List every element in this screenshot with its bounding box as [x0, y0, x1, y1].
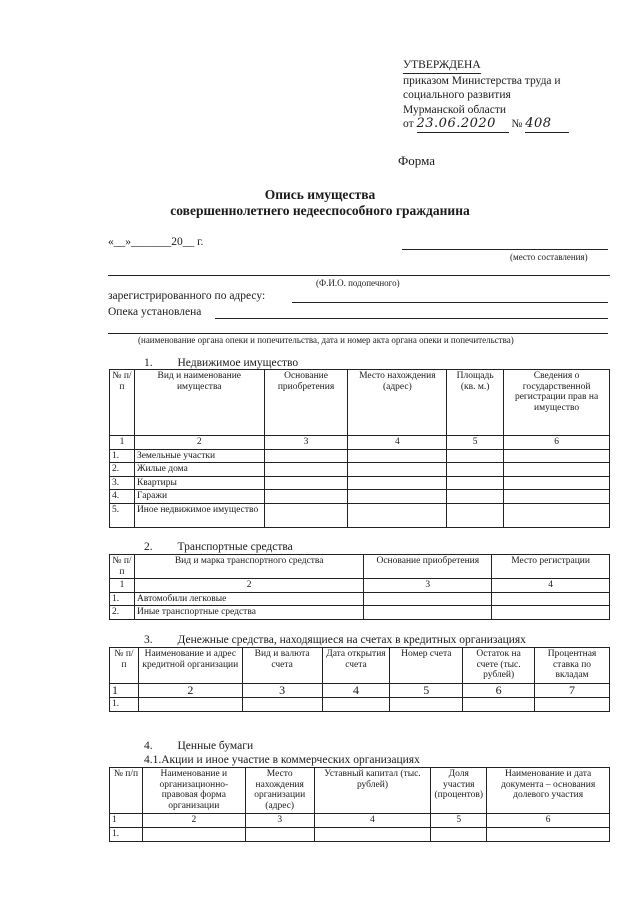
guardianship-caption: (наименование органа опеки и попечительства, дата и номер акта органа опеки и попечительства): [138, 335, 514, 345]
col-header: Вид и наименование имущества: [134, 370, 264, 436]
form-label: Форма: [398, 153, 435, 168]
col-header: Место нахождения организации (адрес): [245, 768, 314, 814]
table-header-row: [110, 370, 610, 436]
table-row: 4. Гаражи: [110, 490, 610, 504]
fio-field[interactable]: [108, 275, 610, 276]
col-header: Место нахождения (адрес): [348, 370, 447, 436]
col-header: Вид и валюта счета: [242, 648, 322, 684]
table-header-row: [110, 768, 610, 814]
title-line-2: совершеннолетнего недееспособного гражданина: [170, 203, 470, 218]
section-4-subheading: 4.1.Акции и иное участие в коммерческих организациях: [144, 754, 420, 766]
approval-number: 408: [525, 117, 569, 133]
column-number-row: 1 2 3 4: [110, 579, 610, 593]
section-3-heading: 3. Денежные средства, находящиеся на счетах в кредитных организациях: [144, 634, 526, 646]
address-field[interactable]: [292, 302, 608, 303]
shares-table: [109, 767, 610, 842]
guardianship-field[interactable]: [215, 318, 608, 319]
fio-caption: (Ф.И.О. подопечного): [316, 278, 400, 288]
table-row: 2. Иные транспортные средства: [110, 606, 610, 620]
col-header: Наименование и адрес кредитной организации: [138, 648, 242, 684]
section-1-heading: 1. Недвижимое имущество: [144, 357, 299, 369]
document-title: [0, 187, 640, 219]
guardianship-field-2[interactable]: [108, 333, 608, 334]
compilation-date[interactable]: «__»_______20__ г.: [108, 236, 204, 248]
table-row: 2. Жилые дома: [110, 463, 610, 477]
col-header: Сведения о государственной регистрации прав на имущество: [504, 370, 610, 436]
approval-date-line: от 23.06.2020 № 408: [403, 117, 569, 133]
col-header: Наименование и дата документа – основания долевого участия: [487, 768, 610, 814]
col-header: Уставный капитал (тыс. рублей): [314, 768, 431, 814]
col-header: Наименование и организационно-правовая форма организации: [142, 768, 245, 814]
col-header: Площадь (кв. м.): [447, 370, 504, 436]
col-header: Доля участия (процентов): [431, 768, 487, 814]
table-row: 1. Земельные участки: [110, 449, 610, 463]
table-header-row: [110, 555, 610, 579]
col-header: Дата открытия счета: [322, 648, 390, 684]
table-row: 3. Квартиры: [110, 476, 610, 490]
approval-block: [403, 58, 569, 133]
col-header: Вид и марка транспортного средства: [134, 555, 363, 579]
approval-title: УТВЕРЖДЕНА: [403, 58, 481, 74]
approval-date: 23.06.2020: [417, 117, 509, 133]
table-row: 1.: [110, 698, 610, 712]
column-number-row: 1 2 3 4 5 6 7: [110, 684, 610, 698]
approval-line-2: приказом Министерства труда и: [403, 74, 561, 87]
section-4-heading: 4. Ценные бумаги: [144, 740, 254, 752]
column-number-row: 1 2 3 4 5 6: [110, 814, 610, 828]
col-header: Процентная ставка по вкладам: [535, 648, 610, 684]
real-estate-table: [109, 369, 610, 528]
column-number-row: 1 2 3 4 5 6: [110, 436, 610, 450]
guardianship-label: Опека установлена: [108, 306, 202, 318]
section-2-heading: 2. Транспортные средства: [144, 541, 293, 553]
table-header-row: [110, 648, 610, 684]
col-header: Место регистрации: [492, 555, 610, 579]
accounts-table: [109, 647, 610, 712]
place-field[interactable]: [402, 249, 608, 250]
approval-line-3: социального развития: [403, 89, 511, 101]
vehicles-table: [109, 554, 610, 620]
col-header: № п/п: [110, 648, 139, 684]
table-row: 1.: [110, 827, 610, 841]
table-row: 5. Иное недвижимое имущество: [110, 503, 610, 527]
col-header: Основание приобретения: [264, 370, 348, 436]
registered-label: зарегистрированного по адресу:: [108, 290, 266, 302]
title-line-1: Опись имущества: [264, 187, 376, 202]
place-caption: (место составления): [510, 252, 588, 262]
col-header: № п/п: [110, 768, 143, 814]
col-header: Остаток на счете (тыс. рублей): [463, 648, 535, 684]
approval-line-4: Мурманской области: [403, 103, 507, 116]
col-header: № п/п: [110, 370, 135, 436]
col-header: Основание приобретения: [364, 555, 492, 579]
col-header: № п/п: [110, 555, 135, 579]
table-row: 1. Автомобили легковые: [110, 592, 610, 606]
col-header: Номер счета: [390, 648, 463, 684]
